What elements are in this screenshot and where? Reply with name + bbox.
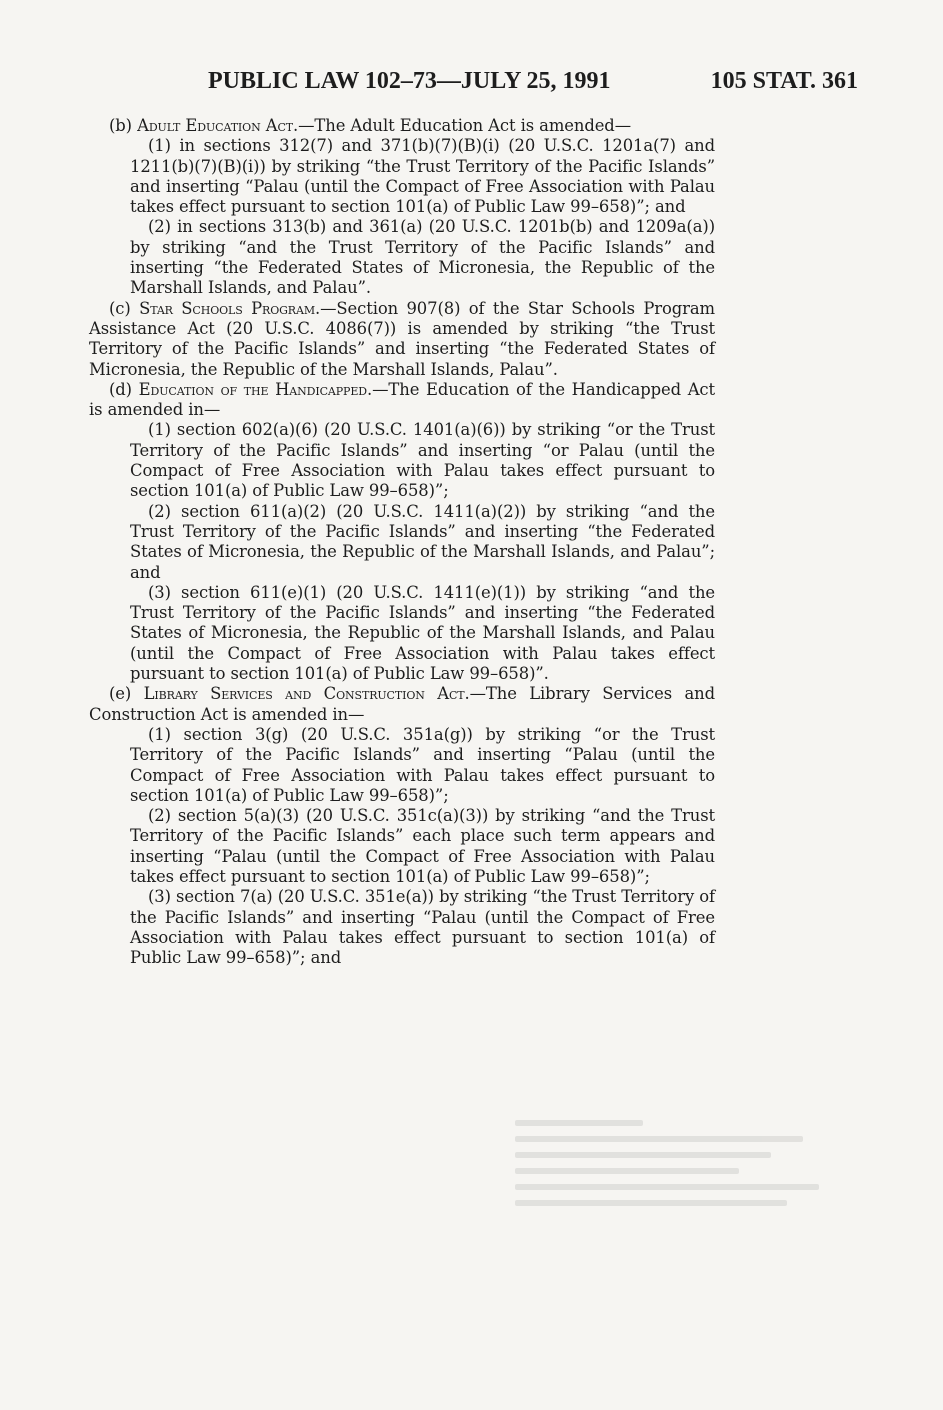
section-d-heading: Education of the Handicapped.: [138, 379, 373, 399]
running-title: PUBLIC LAW 102–73—JULY 25, 1991: [208, 68, 611, 94]
section-e-item-3: (3) section 7(a) (20 U.S.C. 351e(a)) by striking “the Trust Territory of the Pacific Islands” and inserting “Palau (until the Compact of Free Association with Palau takes effect pursuant to section 101(a) of Public Law 99–658)”; and: [130, 887, 715, 968]
section-d-text: —The Education of the Handicapped Act is amended in—: [89, 379, 716, 420]
bleed-through-text: [515, 1120, 835, 1230]
section-e-item-1: (1) section 3(g) (20 U.S.C. 351a(g)) by striking “or the Trust Territory of the Pacific Islands” and inserting “Palau (until the Compact of Free Association with Palau takes effect pursuant to section 101(a) of Public Law 99–658)”;: [130, 724, 715, 805]
section-e-item-2: (2) section 5(a)(3) (20 U.S.C. 351c(a)(3)) by striking “and the Trust Territory of the Pacific Islands” each place such term appears and inserting “Palau (until the Compact of Free Association with Palau takes effect pursuant to section 101(a) of Public Law 99–658)”;: [130, 806, 715, 886]
section-c-prefix: (c): [109, 298, 140, 318]
section-d-item-1: (1) section 602(a)(6) (20 U.S.C. 1401(a)(6)) by striking “or the Trust Territory of the Pacific Islands” and inserting “or Palau (until the Compact of Free Association with Palau takes effect pursuant to section 101(a) of Public Law 99–658)”;: [130, 420, 715, 501]
section-e-heading: Library Services and Construction Act.: [143, 684, 470, 704]
section-e-prefix: (e): [109, 684, 144, 704]
section-c-heading: Star Schools Program.: [139, 298, 321, 318]
section-e: [89, 684, 715, 725]
section-b-text: —The Adult Education Act is amended—: [298, 116, 631, 135]
page-header: [88, 64, 858, 96]
section-b-heading: Adult Education Act.: [137, 116, 299, 135]
section-d-prefix: (d): [109, 379, 139, 399]
section-d: [89, 380, 715, 421]
section-c-text: —Section 907(8) of the Star Schools Program Assistance Act (20 U.S.C. 4086(7)) is amended by striking “the Trust Territory of the Pacific Islands” and inserting “the Federated States of Micronesia, the Republic of the Marshall Islands, Palau”.: [89, 298, 715, 379]
document-body: [89, 116, 715, 968]
stat-page-number: 105 STAT. 361: [710, 68, 858, 94]
section-d-item-3: (3) section 611(e)(1) (20 U.S.C. 1411(e)(1)) by striking “and the Trust Territory of the Pacific Islands” and inserting “the Federated States of Micronesia, the Republic of the Marshall Islands, and Palau (until the Compact of Free Association with Palau takes effect pursuant to section 101(a) of Public Law 99–658)”.: [130, 582, 715, 684]
section-b: [89, 116, 715, 136]
section-b-item-1: (1) in sections 312(7) and 371(b)(7)(B)(i) (20 U.S.C. 1201a(7) and 1211(b)(7)(B)(i)) by striking “the Trust Territory of the Pacific Islands” and inserting “Palau (until the Compact of Free Association with Palau takes effect pursuant to section 101(a) of Public Law 99–658)”; and: [130, 136, 715, 217]
section-b-item-2: (2) in sections 313(b) and 361(a) (20 U.S.C. 1201b(b) and 1209a(a)) by striking “and the Trust Territory of the Pacific Islands” and inserting “the Federated States of Micronesia, the Republic of the Marshall Islands, and Palau”.: [130, 217, 715, 298]
section-d-item-2: (2) section 611(a)(2) (20 U.S.C. 1411(a)(2)) by striking “and the Trust Territory of the Pacific Islands” and inserting “the Federated States of Micronesia, the Republic of the Marshall Islands, and Palau”; and: [130, 501, 715, 582]
section-c: [89, 299, 715, 380]
section-e-text: —The Library Services and Construction Act is amended in—: [89, 684, 715, 724]
section-b-prefix: (b): [109, 116, 138, 135]
